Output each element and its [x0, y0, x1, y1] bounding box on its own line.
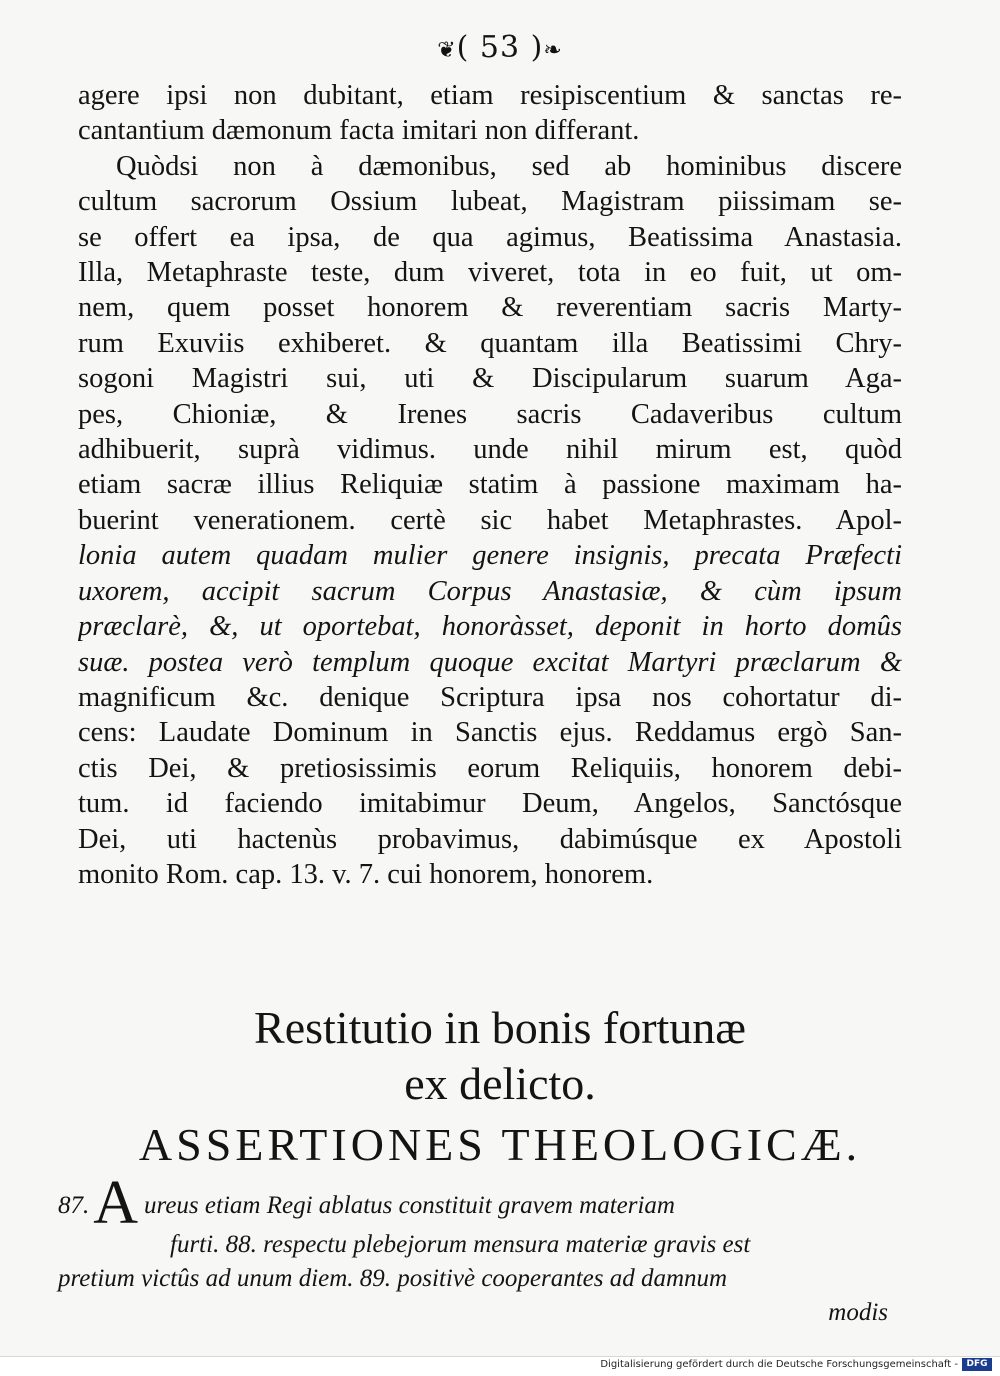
body-line: monito Rom. cap. 13. v. 7. cui honorem, honorem.	[78, 858, 654, 890]
assertion-line	[58, 1169, 898, 1237]
dfg-logo: DFG	[962, 1358, 992, 1371]
section-heading	[0, 1000, 1000, 1112]
assertion-line: pretium victûs ad unum diem. 89. positivè cooperantes ad damnum	[58, 1265, 728, 1292]
assertions-text	[58, 1169, 898, 1330]
body-text	[78, 78, 902, 892]
section-heading-line-1: Restitutio in bonis fortunæ	[254, 1002, 746, 1053]
page-number-header	[0, 30, 1000, 65]
body-line: suæ. postea verò templum quoque excitat Martyri præclarum &	[78, 646, 902, 678]
body-line: cantantium dæmonum facta imitari non differant.	[78, 115, 640, 147]
body-line: nem, quem posset honorem & reverentiam sacris Marty-	[78, 292, 902, 324]
assertions-heading: ASSERTIONES THEOLOGICÆ.	[138, 1119, 862, 1170]
body-line: sogoni Magistri sui, uti & Discipularum suarum Aga-	[78, 363, 902, 395]
body-line: cens: Laudate Dominum in Sanctis ejus. Reddamus ergò San-	[78, 717, 902, 749]
body-line: pes, Chioniæ, & Irenes sacris Cadaveribus cultum	[78, 398, 902, 430]
body-line: buerint venerationem. certè sic habet Metaphrastes. Apol-	[78, 504, 902, 536]
body-line: etiam sacræ illius Reliquiæ statim à passione maximam ha-	[78, 469, 902, 501]
drop-cap: A	[93, 1169, 139, 1237]
footer-note: Digitalisierung gefördert durch die Deutsche Forschungsgemeinschaft -	[600, 1359, 958, 1370]
body-line: agere ipsi non dubitant, etiam resipiscentium & sanctas re-	[78, 80, 902, 111]
ornament-right-icon: ❧	[543, 38, 563, 63]
assertion-line: furti. 88. respectu plebejorum mensura materiæ gravis est	[170, 1231, 751, 1258]
assertion-number: 87.	[58, 1192, 90, 1219]
body-line: magnificum &c. denique Scriptura ipsa nos cohortatur di-	[78, 681, 902, 713]
catchword: modis	[828, 1299, 888, 1326]
body-line: rum Exuviis exhiberet. & quantam illa Beatissimi Chry-	[78, 327, 902, 359]
body-line: tum. id faciendo imitabimur Deum, Angelos, Sanctósque	[78, 788, 902, 820]
body-line: præclarè, &, ut oportebat, honoràsset, deponit in horto domûs	[78, 611, 902, 643]
ornament-left-icon: ❦	[437, 38, 457, 63]
page-number: ( 53 )	[456, 30, 544, 65]
body-line: cultum sacrorum Ossium lubeat, Magistram piissimam se-	[78, 186, 902, 218]
body-line: Dei, uti hactenùs probavimus, dabimúsque ex Apostoli	[78, 823, 902, 855]
section-heading-line-2: ex delicto.	[404, 1058, 596, 1109]
body-line: ctis Dei, & pretiosissimis eorum Reliquiis, honorem debi-	[78, 752, 902, 784]
body-line: Illa, Metaphraste teste, dum viveret, tota in eo fuit, ut om-	[78, 257, 902, 289]
body-line: Quòdsi non à dæmonibus, sed ab hominibus discere	[116, 150, 902, 182]
body-line: adhibuerit, suprà vidimus. unde nihil mirum est, quòd	[78, 434, 902, 466]
body-line: se offert ea ipsa, de qua agimus, Beatissima Anastasia.	[78, 221, 902, 253]
body-line: lonia autem quadam mulier genere insignis, precata Præfecti	[78, 540, 902, 572]
assertion-line-1: ureus etiam Regi ablatus constituit gravem materiam	[144, 1192, 675, 1219]
body-line: uxorem, accipit sacrum Corpus Anastasiæ, & cùm ipsum	[78, 575, 902, 607]
